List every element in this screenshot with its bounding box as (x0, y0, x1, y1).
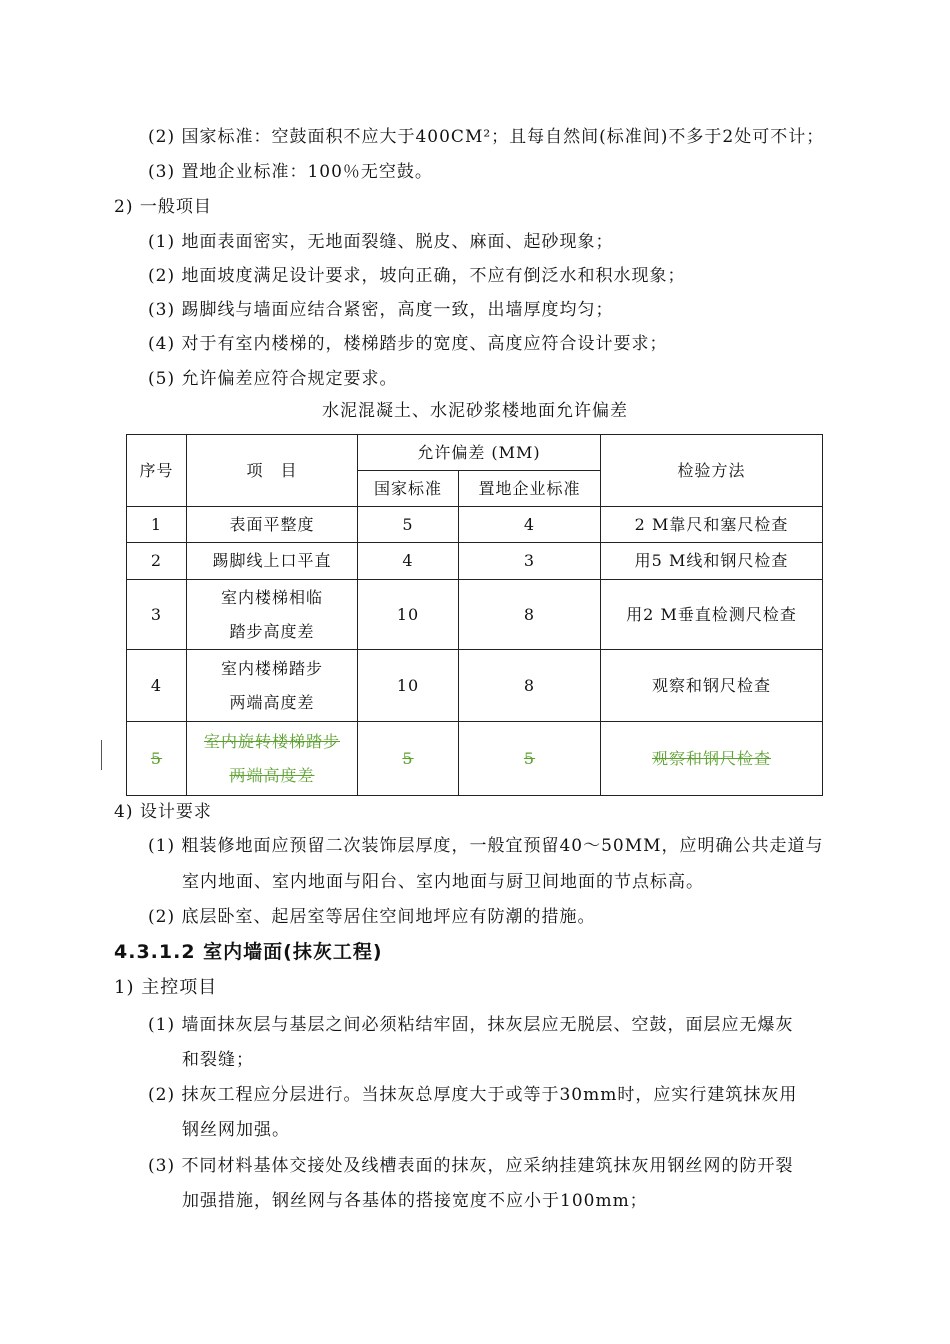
list-heading: 4) 设计要求 (114, 802, 212, 822)
cell-seq: 1 (127, 507, 187, 543)
cell-item-line: 两端高度差 (229, 692, 315, 712)
table-title: 水泥混凝土、水泥砂浆楼地面允许偏差 (322, 401, 628, 421)
text-line: 室内地面、室内地面与阳台、室内地面与厨卫间地面的节点标高。 (182, 872, 704, 892)
cell-method: 用2 M垂直检测尺检查 (601, 580, 823, 650)
header-item: 项 目 (187, 435, 358, 507)
cell-method: 2 M靠尺和塞尺检查 (601, 507, 823, 543)
section-heading: 4.3.1.2 室内墙面(抹灰工程) (114, 941, 383, 963)
header-seq: 序号 (127, 435, 187, 507)
cell-national: 5 (358, 507, 459, 543)
cell-enterprise: 3 (459, 543, 601, 580)
cell-national: 10 (358, 580, 459, 650)
text-line: (4) 对于有室内楼梯的，楼梯踏步的宽度、高度应符合设计要求； (148, 334, 668, 354)
cell-item: 踢脚线上口平直 (187, 543, 358, 580)
cell-seq: 4 (127, 650, 187, 722)
table-row (127, 507, 823, 543)
cell-method: 观察和钢尺检查 (601, 722, 823, 796)
text-line: (1) 墙面抹灰层与基层之间必须粘结牢固，抹灰层应无脱层、空鼓，面层应无爆灰 (148, 1015, 794, 1035)
table-row-deleted (127, 722, 823, 796)
text-line: (3) 不同材料基体交接处及线槽表面的抹灰，应采纳挂建筑抹灰用钢丝网的防开裂 (148, 1156, 794, 1176)
cell-national: 5 (358, 722, 459, 796)
header-national: 国家标准 (358, 471, 459, 507)
cell-enterprise: 8 (459, 580, 601, 650)
revision-bar (101, 740, 102, 770)
struck-text: 室内旋转楼梯踏步 (203, 731, 340, 751)
cell-method: 用5 M线和钢尺检查 (601, 543, 823, 580)
cell-national: 10 (358, 650, 459, 722)
cell-seq: 3 (127, 580, 187, 650)
table-row (127, 650, 823, 722)
cell-item: 表面平整度 (187, 507, 358, 543)
cell-seq: 5 (127, 722, 187, 796)
cell-item-line: 室内楼梯相临 (220, 587, 323, 607)
cell-item-line (187, 725, 357, 759)
cell-item-line: 踏步高度差 (229, 621, 315, 641)
struck-text: 两端高度差 (229, 765, 315, 785)
header-deviation: 允许偏差 (MM) (358, 435, 601, 471)
text-line: 钢丝网加强。 (182, 1120, 290, 1140)
list-heading: 1) 主控项目 (114, 977, 218, 998)
text-line: (1) 地面表面密实，无地面裂缝、脱皮、麻面、起砂现象； (148, 232, 614, 252)
cell-enterprise: 4 (459, 507, 601, 543)
text-line: (2) 地面坡度满足设计要求，坡向正确，不应有倒泛水和积水现象； (148, 266, 686, 286)
list-heading: 2) 一般项目 (114, 197, 212, 217)
header-enterprise: 置地企业标准 (459, 471, 601, 507)
text-line: (1) 粗装修地面应预留二次装饰层厚度，一般宜预留40～50MM，应明确公共走道与 (148, 836, 824, 856)
text-line: (2) 底层卧室、起居室等居住空间地坪应有防潮的措施。 (148, 907, 596, 927)
table-row (127, 580, 823, 650)
cell-item (187, 722, 358, 796)
text-line: 加强措施，钢丝网与各基体的搭接宽度不应小于100mm； (182, 1191, 648, 1211)
text-line: (3) 置地企业标准：100％无空鼓。 (148, 162, 433, 182)
cell-method: 观察和钢尺检查 (601, 650, 823, 722)
header-method: 检验方法 (601, 435, 823, 507)
cell-enterprise: 5 (459, 722, 601, 796)
text-line: (3) 踢脚线与墙面应结合紧密，高度一致，出墙厚度均匀； (148, 300, 614, 320)
cell-item (187, 580, 358, 650)
cell-item-line (187, 759, 357, 793)
text-line: (2) 抹灰工程应分层进行。当抹灰总厚度大于或等于30mm时，应实行建筑抹灰用 (148, 1085, 798, 1105)
cell-enterprise: 8 (459, 650, 601, 722)
cell-item (187, 650, 358, 722)
cell-seq: 2 (127, 543, 187, 580)
table-row (127, 543, 823, 580)
text-line: (2) 国家标准：空鼓面积不应大于400CM²；且每自然间(标准间)不多于2处可不计； (148, 127, 825, 147)
deviation-table (126, 434, 823, 796)
cell-national: 4 (358, 543, 459, 580)
cell-item-line: 室内楼梯踏步 (220, 658, 323, 678)
text-line: (5) 允许偏差应符合规定要求。 (148, 369, 398, 389)
text-line: 和裂缝； (182, 1050, 254, 1070)
